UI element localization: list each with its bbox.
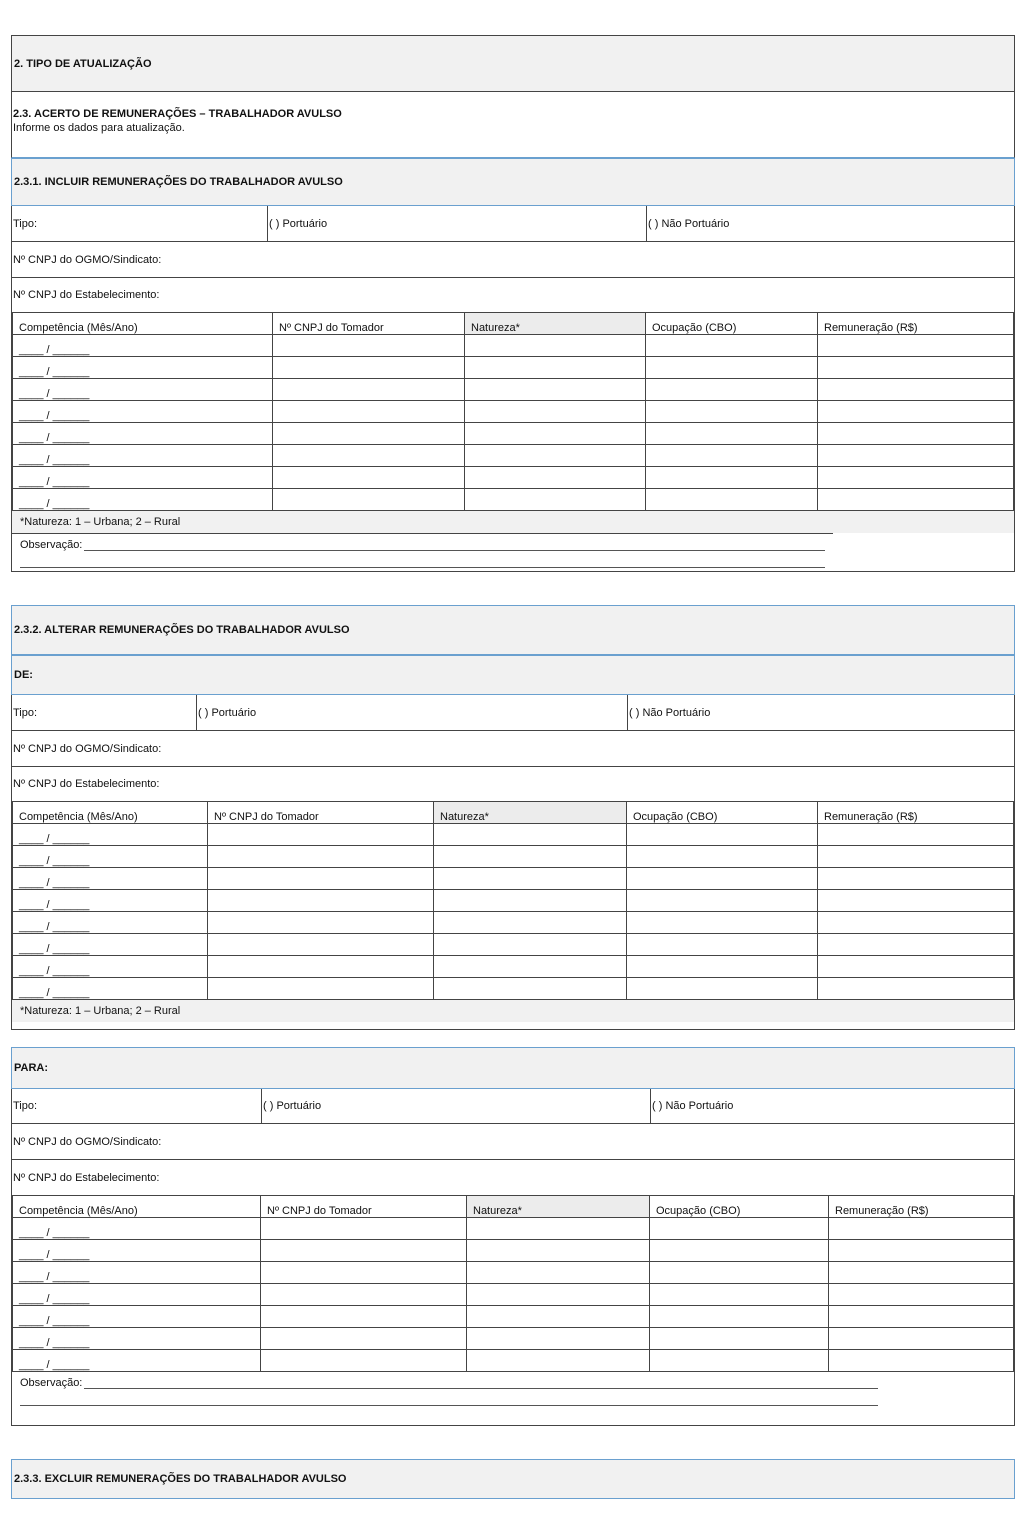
table-row	[13, 445, 1014, 467]
table-cell[interactable]	[646, 489, 818, 511]
table-cell[interactable]	[627, 824, 818, 846]
table-cell[interactable]	[646, 357, 818, 379]
table-row	[13, 912, 1014, 934]
table-row	[13, 846, 1014, 868]
competencia-cell[interactable]: ____ / ______	[13, 1262, 261, 1284]
section-2-3-3-title: 2.3.3. EXCLUIR REMUNERAÇÕES DO TRABALHADOR AVULSO	[14, 1473, 347, 1485]
cnpj-ogmo-label: Nº CNPJ do OGMO/Sindicato:	[13, 742, 162, 755]
table-row	[13, 423, 1014, 445]
table-cell[interactable]	[467, 1328, 650, 1350]
table-row	[13, 1350, 1014, 1372]
table-cell[interactable]	[467, 1218, 650, 1240]
table-cell[interactable]	[261, 1240, 467, 1262]
observacao-field[interactable]	[12, 533, 833, 568]
column-header: Competência (Mês/Ano)	[13, 313, 273, 335]
nao-portuario-option[interactable]: ( ) Não Portuário	[650, 1089, 1014, 1123]
table-cell[interactable]	[467, 1240, 650, 1262]
table-cell[interactable]	[818, 912, 1014, 934]
table-cell[interactable]	[646, 379, 818, 401]
section-2-3-header	[11, 92, 1015, 158]
table-cell[interactable]	[627, 912, 818, 934]
cnpj-estab-row[interactable]	[12, 767, 1014, 802]
table-header-row	[13, 1196, 1014, 1218]
nao-portuario-option[interactable]: ( ) Não Portuário	[627, 695, 1014, 730]
table-cell[interactable]	[465, 489, 646, 511]
column-header: Ocupação (CBO)	[650, 1196, 829, 1218]
para-header	[11, 1047, 1015, 1089]
table-row	[13, 467, 1014, 489]
table-cell[interactable]	[208, 868, 434, 890]
table-cell[interactable]	[261, 1350, 467, 1372]
table-cell[interactable]	[261, 1306, 467, 1328]
column-header: Natureza*	[465, 313, 646, 335]
table-cell[interactable]	[646, 401, 818, 423]
competencia-cell[interactable]: ____ / ______	[13, 401, 273, 423]
table-row	[13, 868, 1014, 890]
table-cell[interactable]	[627, 868, 818, 890]
table-cell[interactable]	[434, 868, 627, 890]
competencia-cell[interactable]: ____ / ______	[13, 846, 208, 868]
portuario-option[interactable]: ( ) Portuário	[196, 695, 627, 730]
table-cell[interactable]	[273, 379, 465, 401]
table-row	[13, 1306, 1014, 1328]
table-cell[interactable]	[829, 1218, 1014, 1240]
table-cell[interactable]	[646, 335, 818, 357]
table-cell[interactable]	[818, 401, 1014, 423]
table-cell[interactable]	[818, 467, 1014, 489]
competencia-cell[interactable]: ____ / ______	[13, 868, 208, 890]
table-cell[interactable]	[650, 1240, 829, 1262]
table-cell[interactable]	[208, 846, 434, 868]
tipo-row-para	[12, 1089, 1014, 1124]
table-cell[interactable]	[273, 467, 465, 489]
table-cell[interactable]	[627, 890, 818, 912]
tipo-row-de	[12, 695, 1014, 731]
table-cell[interactable]	[208, 934, 434, 956]
table-cell[interactable]	[208, 956, 434, 978]
table-row	[13, 978, 1014, 1000]
cnpj-estab-label: Nº CNPJ do Estabelecimento:	[13, 1171, 160, 1184]
table-cell[interactable]	[261, 1284, 467, 1306]
table-row	[13, 1284, 1014, 1306]
table-cell[interactable]	[208, 912, 434, 934]
column-header: Remuneração (R$)	[829, 1196, 1014, 1218]
column-header: Remuneração (R$)	[818, 802, 1014, 824]
table-cell[interactable]	[261, 1262, 467, 1284]
natureza-note: *Natureza: 1 – Urbana; 2 – Rural	[12, 511, 1014, 533]
cnpj-estab-label: Nº CNPJ do Estabelecimento:	[13, 778, 160, 790]
table-cell[interactable]	[818, 868, 1014, 890]
column-header: Natureza*	[434, 802, 627, 824]
table-cell[interactable]	[627, 978, 818, 1000]
section-2-3-1-title: 2.3.1. INCLUIR REMUNERAÇÕES DO TRABALHADOR AVULSO	[14, 176, 343, 188]
table-cell[interactable]	[434, 846, 627, 868]
table-row	[13, 956, 1014, 978]
competencia-cell[interactable]: ____ / ______	[13, 445, 273, 467]
table-cell[interactable]	[650, 1306, 829, 1328]
competencia-cell[interactable]: ____ / ______	[13, 1306, 261, 1328]
column-header: Natureza*	[467, 1196, 650, 1218]
section-2-3-2-de-form	[11, 695, 1015, 1030]
natureza-note: *Natureza: 1 – Urbana; 2 – Rural	[12, 1000, 1014, 1022]
table-cell[interactable]	[465, 335, 646, 357]
portuario-option[interactable]: ( ) Portuário	[261, 1089, 650, 1123]
table-cell[interactable]	[818, 956, 1014, 978]
table-row	[13, 357, 1014, 379]
table-cell[interactable]	[273, 445, 465, 467]
section-2-3-2-title: 2.3.2. ALTERAR REMUNERAÇÕES DO TRABALHADOR AVULSO	[14, 624, 350, 636]
table-cell[interactable]	[829, 1262, 1014, 1284]
table-cell[interactable]	[829, 1240, 1014, 1262]
table-cell[interactable]	[818, 978, 1014, 1000]
table-cell[interactable]	[646, 423, 818, 445]
table-cell[interactable]	[650, 1218, 829, 1240]
cnpj-estab-row[interactable]	[12, 278, 1014, 313]
table-cell[interactable]	[627, 956, 818, 978]
section-2-3-2-header	[11, 605, 1015, 655]
table-cell[interactable]	[818, 846, 1014, 868]
remuneracoes-table-para	[12, 1195, 1014, 1372]
table-row	[13, 335, 1014, 357]
table-row	[13, 401, 1014, 423]
competencia-cell[interactable]: ____ / ______	[13, 978, 208, 1000]
table-cell[interactable]	[467, 1284, 650, 1306]
table-cell[interactable]	[829, 1350, 1014, 1372]
competencia-cell[interactable]: ____ / ______	[13, 956, 208, 978]
section-2-3-1-form	[11, 206, 1015, 572]
section-2-header	[11, 35, 1015, 92]
tipo-label: Tipo:	[13, 706, 38, 719]
table-cell[interactable]	[208, 824, 434, 846]
column-header: Competência (Mês/Ano)	[13, 802, 208, 824]
section-2-3-2-para-form	[11, 1089, 1015, 1426]
column-header: Ocupação (CBO)	[627, 802, 818, 824]
table-cell[interactable]	[818, 445, 1014, 467]
table-cell[interactable]	[829, 1284, 1014, 1306]
table-cell[interactable]	[818, 379, 1014, 401]
table-row	[13, 379, 1014, 401]
table-cell[interactable]	[273, 357, 465, 379]
competencia-cell[interactable]: ____ / ______	[13, 890, 208, 912]
table-cell[interactable]	[646, 467, 818, 489]
table-row	[13, 934, 1014, 956]
table-cell[interactable]	[434, 978, 627, 1000]
table-cell[interactable]	[261, 1218, 467, 1240]
table-cell[interactable]	[467, 1350, 650, 1372]
table-cell[interactable]	[208, 890, 434, 912]
nao-portuario-option[interactable]: ( ) Não Portuário	[646, 206, 1014, 241]
observacao-field[interactable]	[12, 1372, 886, 1406]
table-row	[13, 1328, 1014, 1350]
table-cell[interactable]	[829, 1306, 1014, 1328]
de-label: DE:	[14, 669, 33, 681]
cnpj-ogmo-label: Nº CNPJ do OGMO/Sindicato:	[13, 253, 162, 266]
table-cell[interactable]	[208, 978, 434, 1000]
table-cell[interactable]	[829, 1328, 1014, 1350]
table-cell[interactable]	[273, 335, 465, 357]
cnpj-ogmo-row[interactable]	[12, 1124, 1014, 1160]
remuneracoes-table-incluir	[12, 312, 1014, 511]
table-row	[13, 1218, 1014, 1240]
table-cell[interactable]	[818, 489, 1014, 511]
table-cell[interactable]	[465, 423, 646, 445]
tipo-row	[12, 206, 1014, 242]
table-cell[interactable]	[434, 912, 627, 934]
competencia-cell[interactable]: ____ / ______	[13, 1328, 261, 1350]
competencia-cell[interactable]: ____ / ______	[13, 379, 273, 401]
section-2-3-3-header	[11, 1459, 1015, 1499]
table-cell[interactable]	[434, 824, 627, 846]
competencia-cell[interactable]: ____ / ______	[13, 357, 273, 379]
competencia-cell[interactable]: ____ / ______	[13, 1218, 261, 1240]
table-cell[interactable]	[467, 1262, 650, 1284]
table-cell[interactable]	[818, 357, 1014, 379]
table-cell[interactable]	[465, 401, 646, 423]
competencia-cell[interactable]: ____ / ______	[13, 423, 273, 445]
competencia-cell[interactable]: ____ / ______	[13, 934, 208, 956]
portuario-option[interactable]: ( ) Portuário	[267, 206, 646, 241]
table-cell[interactable]	[818, 423, 1014, 445]
table-cell[interactable]	[818, 824, 1014, 846]
cnpj-estab-label: Nº CNPJ do Estabelecimento:	[13, 289, 160, 301]
cnpj-ogmo-row[interactable]	[12, 731, 1014, 767]
observacao-label: Observação:	[20, 1377, 83, 1389]
observacao-label: Observação:	[20, 539, 83, 551]
table-row	[13, 489, 1014, 511]
cnpj-estab-row[interactable]	[12, 1160, 1014, 1196]
table-cell[interactable]	[273, 489, 465, 511]
table-cell[interactable]	[467, 1306, 650, 1328]
table-cell[interactable]	[273, 401, 465, 423]
table-cell[interactable]	[627, 934, 818, 956]
remuneracoes-table-de	[12, 801, 1014, 1000]
column-header: Remuneração (R$)	[818, 313, 1014, 335]
table-cell[interactable]	[818, 890, 1014, 912]
column-header: Nº CNPJ do Tomador	[261, 1196, 467, 1218]
table-cell[interactable]	[465, 357, 646, 379]
table-cell[interactable]	[434, 956, 627, 978]
table-cell[interactable]	[818, 934, 1014, 956]
column-header: Competência (Mês/Ano)	[13, 1196, 261, 1218]
table-cell[interactable]	[434, 934, 627, 956]
table-cell[interactable]	[650, 1262, 829, 1284]
table-row	[13, 890, 1014, 912]
section-2-3-title: 2.3. ACERTO DE REMUNERAÇÕES – TRABALHADOR AVULSO	[13, 108, 342, 120]
competencia-cell[interactable]: ____ / ______	[13, 489, 273, 511]
de-header	[11, 655, 1015, 695]
table-row	[13, 1240, 1014, 1262]
table-row	[13, 824, 1014, 846]
column-header: Nº CNPJ do Tomador	[208, 802, 434, 824]
competencia-cell[interactable]: ____ / ______	[13, 1284, 261, 1306]
section-2-3-subtitle: Informe os dados para atualização.	[13, 122, 185, 134]
table-cell[interactable]	[818, 335, 1014, 357]
table-header-row	[13, 313, 1014, 335]
table-cell[interactable]	[465, 467, 646, 489]
column-header: Nº CNPJ do Tomador	[273, 313, 465, 335]
table-header-row	[13, 802, 1014, 824]
column-header: Ocupação (CBO)	[646, 313, 818, 335]
section-2-3-1-header	[11, 158, 1015, 206]
cnpj-ogmo-row[interactable]	[12, 242, 1014, 278]
table-cell[interactable]	[434, 890, 627, 912]
table-cell[interactable]	[465, 445, 646, 467]
competencia-cell[interactable]: ____ / ______	[13, 335, 273, 357]
table-cell[interactable]	[627, 846, 818, 868]
competencia-cell[interactable]: ____ / ______	[13, 912, 208, 934]
section-2-title: 2. TIPO DE ATUALIZAÇÃO	[14, 57, 152, 70]
table-cell[interactable]	[273, 423, 465, 445]
competencia-cell[interactable]: ____ / ______	[13, 1240, 261, 1262]
competencia-cell[interactable]: ____ / ______	[13, 1350, 261, 1372]
cnpj-ogmo-label: Nº CNPJ do OGMO/Sindicato:	[13, 1135, 162, 1148]
competencia-cell[interactable]: ____ / ______	[13, 467, 273, 489]
table-cell[interactable]	[650, 1350, 829, 1372]
tipo-label: Tipo:	[13, 217, 38, 230]
table-cell[interactable]	[650, 1284, 829, 1306]
table-cell[interactable]	[646, 445, 818, 467]
table-cell[interactable]	[261, 1328, 467, 1350]
tipo-label: Tipo:	[13, 1100, 38, 1112]
competencia-cell[interactable]: ____ / ______	[13, 824, 208, 846]
table-row	[13, 1262, 1014, 1284]
table-cell[interactable]	[650, 1328, 829, 1350]
para-label: PARA:	[14, 1062, 49, 1074]
table-cell[interactable]	[465, 379, 646, 401]
